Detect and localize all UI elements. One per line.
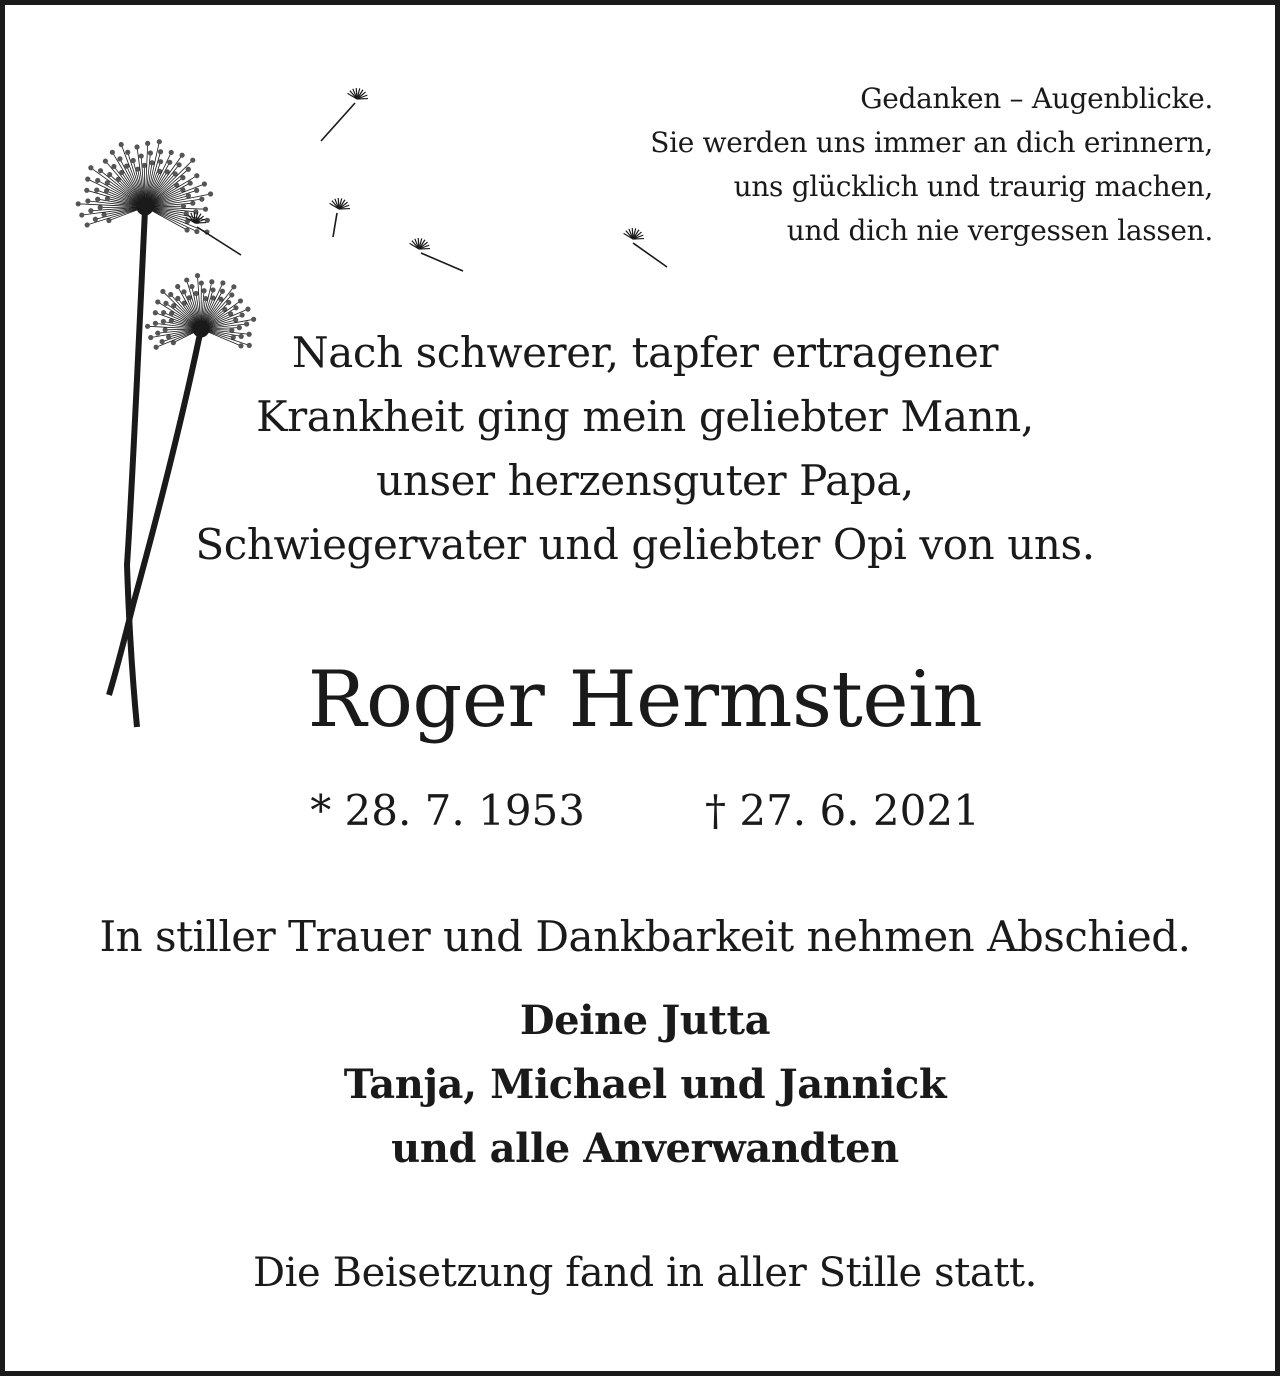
family-line: und alle Anverwandten — [391, 1125, 899, 1172]
intro-line: Schwiegervater und geliebter Opi von uns. — [195, 520, 1095, 569]
intro-line: Krankheit ging mein geliebter Mann, — [256, 392, 1034, 441]
mourning-line: In stiller Trauer und Dankbarkeit nehmen Abschied. — [99, 912, 1191, 961]
deceased-name: Roger Hermstein — [307, 655, 983, 745]
poem-line: Sie werden uns immer an dich erinnern, — [650, 126, 1213, 159]
family-line: Deine Jutta — [519, 997, 771, 1044]
poem-line: Gedanken – Augenblicke. — [860, 82, 1213, 115]
poem-line: uns glücklich und traurig machen, — [733, 170, 1213, 203]
life-dates — [5, 781, 1280, 841]
burial-note: Die Beisetzung fand in aller Stille statt. — [252, 1250, 1037, 1296]
family-signature — [5, 989, 1280, 1181]
poem — [650, 77, 1213, 253]
death-date: † 27. 6. 2021 — [705, 786, 980, 835]
intro-text — [5, 321, 1280, 577]
intro-line: Nach schwerer, tapfer ertragener — [291, 328, 999, 377]
birth-date: * 28. 7. 1953 — [310, 786, 585, 835]
intro-line: unser herzensguter Papa, — [376, 456, 914, 505]
family-line: Tanja, Michael und Jannick — [343, 1061, 947, 1108]
poem-line: und dich nie vergessen lassen. — [786, 214, 1213, 247]
